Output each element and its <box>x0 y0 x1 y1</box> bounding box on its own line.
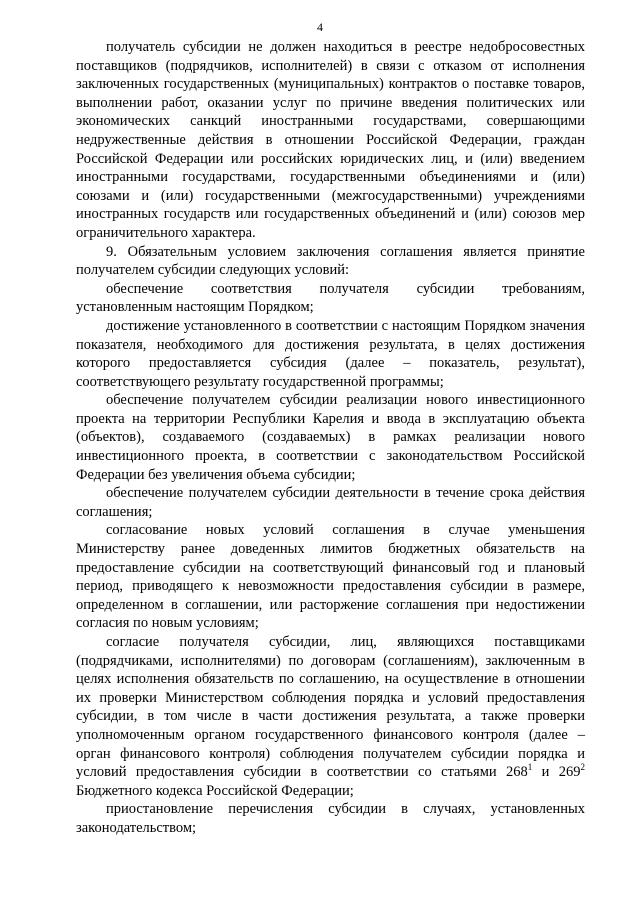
paragraph-indicator: достижение установленного в соответствии с настоящим Порядком значения показателя, необходимого для достижения результата, в целях достижения которого предоставляется субсидия (далее – показатель, результат), соответствующего результату государственной программы; <box>76 317 585 390</box>
footnote-sup-1: 1 <box>527 762 533 773</box>
document-body <box>76 38 585 838</box>
footnote-sup-2: 2 <box>580 762 585 773</box>
audit-consent-tail: Бюджетного кодекса Российской Федерации; <box>76 782 354 799</box>
paragraph-compliance: обеспечение соответствия получателя субсидии требованиям, установленным настоящим Порядком; <box>76 280 585 316</box>
paragraph-suspension: приостановление перечисления субсидии в случаях, установленных законодательством; <box>76 801 585 836</box>
paragraph-sanctions-condition: получатель субсидии не должен находиться в реестре недобросовестных поставщиков (подрядчиков, исполнителей) в связи с отказом от исполнения заключенных государственных (муниципальных) контрактов о поставке товаров, выполнении работ, оказании услуг по причине введения политических или экономических санкций иностранными государствами, совершающими недружественные действия в отношении Российской Федерации, граждан Российской Федерации или российских юридических лиц, и (или) введением иностранными государствами, государственными объединениями и (или) союзами и (или) государственными (межгосударственными) учреждениями иностранных государств или государственных объединений и (или) союзов мер ограничительного характера. <box>76 39 585 241</box>
paragraph-new-conditions: согласование новых условий соглашения в случае уменьшения Министерству ранее доведенных лимитов бюджетных обязательств на предоставление субсидии на соответствующий финансовый год и плановый период, приводящего к невозможности предоставления субсидии в размере, определенном в соглашении, или расторжение соглашения при недостижении согласия по новым условиям; <box>76 522 585 632</box>
page-number: 4 <box>317 20 323 34</box>
audit-consent-mid: и 269 <box>532 764 581 781</box>
paragraph-activity-term: обеспечение получателем субсидии деятельности в течение срока действия соглашения; <box>76 485 585 520</box>
paragraph-audit-consent <box>76 633 585 800</box>
paragraph-investment-project: обеспечение получателем субсидии реализации нового инвестиционного проекта на территории Республики Карелия и ввода в эксплуатацию объекта (объектов), создаваемого (создаваемых) в рамках реализации нового инвестиционного проекта, в соответствии с законодательством Российской Федерации без увеличения объема субсидии; <box>76 392 585 483</box>
paragraph-item-9: 9. Обязательным условием заключения соглашения является принятие получателем субсидии следующих условий: <box>76 243 585 279</box>
audit-consent-text: согласие получателя субсидии, лиц, являющихся поставщиками (подрядчиками, исполнителями) по договорам (соглашениям), заключенным в целях исполнения обязательств по соглашению, на осуществление в отношении их проверки Министерством соблюдения порядка и условий предоставления субсидии, в том числе в части достижения результата, а также проверки уполномоченным органом государственного финансового контроля (далее – орган финансового контроля) соблюдения получателем субсидии порядка и условий предоставления субсидии в соответствии со статьями 268 <box>76 634 585 781</box>
